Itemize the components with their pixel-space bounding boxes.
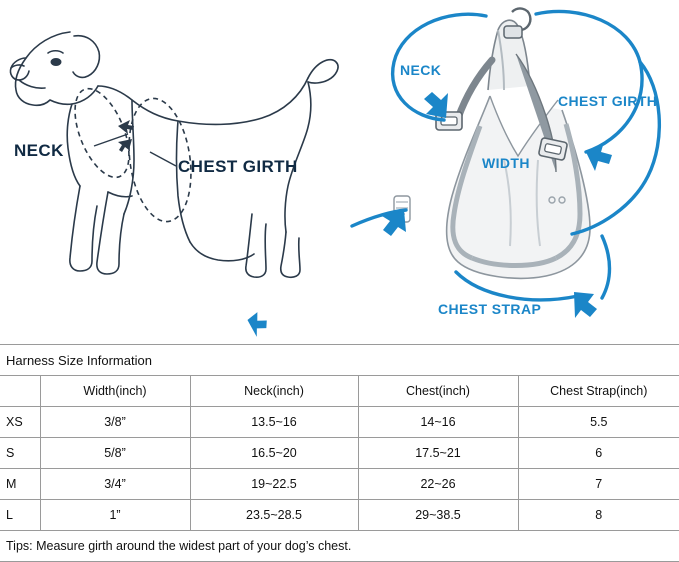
cell-width-l: 1” [40, 500, 190, 531]
table-row [0, 469, 679, 500]
table-row [0, 438, 679, 469]
cell-neck-m: 19~22.5 [190, 469, 358, 500]
label-chest-girth-right: CHEST GIRTH [558, 93, 658, 109]
cell-size-s: S [0, 438, 40, 469]
label-chest-strap: CHEST STRAP [438, 301, 542, 317]
harness-size-table-wrapper [0, 344, 679, 553]
label-chest-girth-left: CHEST GIRTH [178, 157, 298, 176]
cell-chest-strap-xs: 5.5 [518, 407, 679, 438]
cell-chest-l: 29~38.5 [358, 500, 518, 531]
harness-outline-svg [340, 0, 679, 344]
cell-chest-strap-m: 7 [518, 469, 679, 500]
tips-text: Tips: Measure girth around the widest part of your dog’s chest. [0, 531, 679, 562]
table-tips-row [0, 531, 679, 562]
label-width: WIDTH [482, 155, 530, 171]
cell-chest-strap-s: 6 [518, 438, 679, 469]
cell-chest-xs: 14~16 [358, 407, 518, 438]
table-title: Harness Size Information [0, 345, 679, 376]
table-title-row [0, 345, 679, 376]
harness-size-table [0, 345, 679, 562]
cell-width-xs: 3/8” [40, 407, 190, 438]
cell-neck-l: 23.5~28.5 [190, 500, 358, 531]
label-leader-lines [94, 134, 176, 166]
cell-chest-m: 22~26 [358, 469, 518, 500]
column-header-neck: Neck(inch) [190, 376, 358, 407]
cell-neck-xs: 13.5~16 [190, 407, 358, 438]
table-header-row [0, 376, 679, 407]
cell-chest-s: 17.5~21 [358, 438, 518, 469]
cell-width-s: 5/8” [40, 438, 190, 469]
column-header-chest: Chest(inch) [358, 376, 518, 407]
cell-width-m: 3/4” [40, 469, 190, 500]
harness-vest [394, 96, 590, 278]
cell-chest-strap-l: 8 [518, 500, 679, 531]
harness-product-diagram [340, 0, 679, 344]
label-neck-left: NECK [14, 141, 64, 160]
cell-size-m: M [0, 469, 40, 500]
cell-neck-s: 16.5~20 [190, 438, 358, 469]
cell-size-xs: XS [0, 407, 40, 438]
dog-side-view-diagram [0, 0, 340, 344]
column-header-size [0, 376, 40, 407]
cell-size-l: L [0, 500, 40, 531]
table-row [0, 407, 679, 438]
column-header-chest-strap: Chest Strap(inch) [518, 376, 679, 407]
label-neck-right: NECK [400, 62, 442, 78]
column-header-width: Width(inch) [40, 376, 190, 407]
table-row [0, 500, 679, 531]
